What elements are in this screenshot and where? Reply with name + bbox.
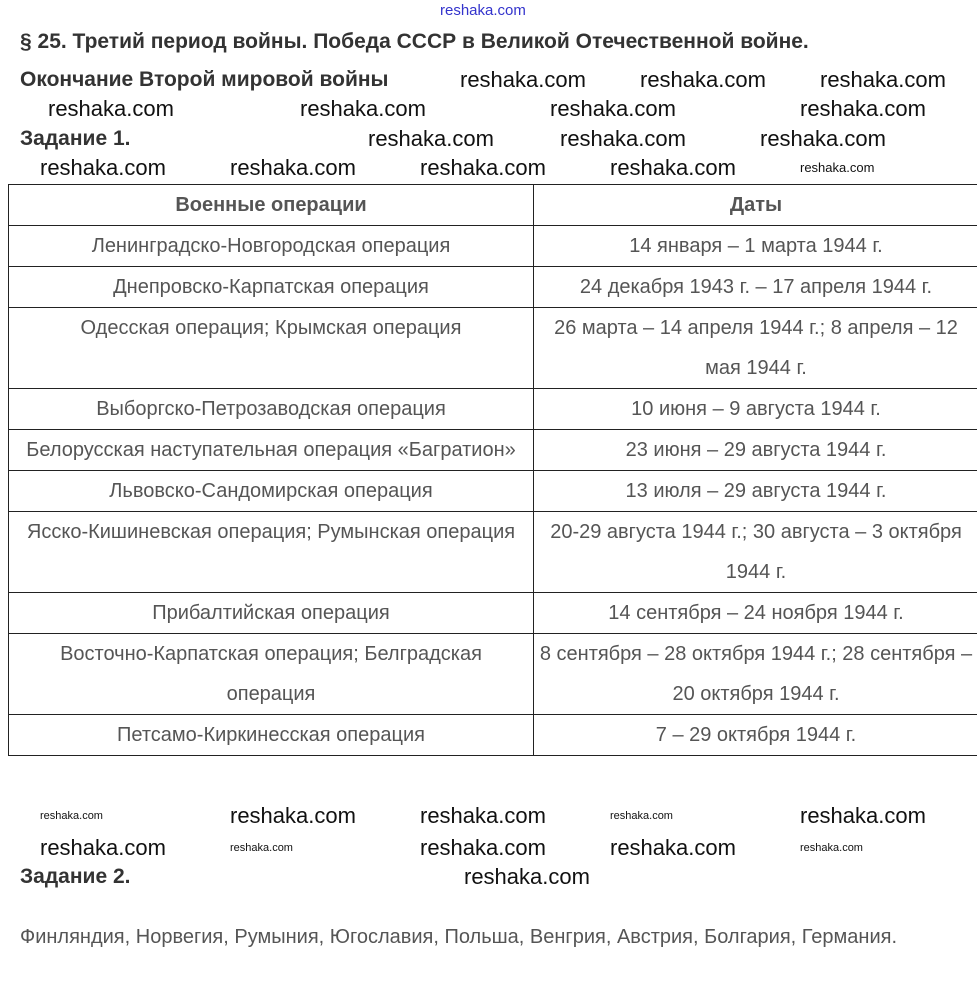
watermark-text: reshaka.com — [420, 803, 546, 828]
table-row — [9, 308, 977, 389]
dates-cell: 7 – 29 октября 1944 г. — [534, 715, 977, 756]
column-header-operations: Военные операции — [9, 185, 534, 226]
table-row — [9, 267, 977, 308]
table-header-row — [9, 185, 977, 226]
dates-cell: 10 июня – 9 августа 1944 г. — [534, 389, 977, 430]
table-row — [9, 226, 977, 267]
watermark-text: reshaka.com — [550, 96, 676, 121]
watermark-text: reshaka.com — [48, 96, 174, 121]
operation-cell: Выборгско-Петрозаводская операция — [9, 389, 534, 430]
watermark-text: reshaka.com — [820, 67, 946, 92]
page-title: § 25. Третий период войны. Победа СССР в Великой Отечественной войне. — [20, 30, 809, 53]
operation-cell: Львовско-Сандомирская операция — [9, 471, 534, 512]
operation-cell: Одесская операция; Крымская операция — [9, 308, 534, 389]
watermark-text: reshaka.com — [460, 67, 586, 92]
watermark-text: reshaka.com — [800, 842, 863, 854]
operation-cell: Ясско-Кишиневская операция; Румынская операция — [9, 512, 534, 593]
watermark-text: reshaka.com — [230, 842, 293, 854]
page-subtitle: Окончание Второй мировой войны — [20, 68, 389, 91]
table-row — [9, 634, 977, 715]
dates-cell: 24 декабря 1943 г. – 17 апреля 1944 г. — [534, 267, 977, 308]
watermark-text: reshaka.com — [230, 803, 356, 828]
table-row — [9, 389, 977, 430]
dates-cell: 26 марта – 14 апреля 1944 г.; 8 апреля – 12 мая 1944 г. — [534, 308, 977, 389]
watermark-text: reshaka.com — [40, 155, 166, 180]
operation-cell: Днепровско-Карпатская операция — [9, 267, 534, 308]
operations-table — [8, 184, 977, 756]
watermark-text: reshaka.com — [640, 67, 766, 92]
operation-cell: Восточно-Карпатская операция; Белградская операция — [9, 634, 534, 715]
column-header-dates: Даты — [534, 185, 977, 226]
operation-cell: Петсамо-Киркинесская операция — [9, 715, 534, 756]
watermark-text: reshaka.com — [610, 155, 736, 180]
watermark-text: reshaka.com — [560, 126, 686, 151]
task-2-label: Задание 2. — [20, 865, 131, 888]
task-2-answer: Финляндия, Норвегия, Румыния, Югославия, Польша, Венгрия, Австрия, Болгария, Германия. — [20, 926, 898, 948]
watermark-text: reshaka.com — [800, 96, 926, 121]
task-1-label: Задание 1. — [20, 127, 131, 150]
watermark-text: reshaka.com — [230, 155, 356, 180]
table-row — [9, 593, 977, 634]
watermark-text: reshaka.com — [420, 835, 546, 860]
watermark-text: reshaka.com — [610, 835, 736, 860]
watermark-text: reshaka.com — [610, 810, 673, 822]
operation-cell: Белорусская наступательная операция «Багратион» — [9, 430, 534, 471]
table-row — [9, 471, 977, 512]
table-row — [9, 512, 977, 593]
watermark-text: reshaka.com — [800, 803, 926, 828]
dates-cell: 14 сентября – 24 ноября 1944 г. — [534, 593, 977, 634]
dates-cell: 13 июля – 29 августа 1944 г. — [534, 471, 977, 512]
dates-cell: 23 июня – 29 августа 1944 г. — [534, 430, 977, 471]
watermark-text: reshaka.com — [40, 810, 103, 822]
table-row — [9, 430, 977, 471]
dates-cell: 14 января – 1 марта 1944 г. — [534, 226, 977, 267]
operation-cell: Ленинградско-Новгородская операция — [9, 226, 534, 267]
watermark-text: reshaka.com — [300, 96, 426, 121]
watermark-text: reshaka.com — [420, 155, 546, 180]
watermark-text: reshaka.com — [368, 126, 494, 151]
watermark-text: reshaka.com — [800, 160, 875, 175]
watermark-text: reshaka.com — [440, 2, 526, 19]
dates-cell: 20-29 августа 1944 г.; 30 августа – 3 октября 1944 г. — [534, 512, 977, 593]
table-row — [9, 715, 977, 756]
dates-cell: 8 сентября – 28 октября 1944 г.; 28 сентября – 20 октября 1944 г. — [534, 634, 977, 715]
watermark-text: reshaka.com — [40, 835, 166, 860]
watermark-text: reshaka.com — [760, 126, 886, 151]
watermark-text: reshaka.com — [464, 864, 590, 889]
operation-cell: Прибалтийская операция — [9, 593, 534, 634]
